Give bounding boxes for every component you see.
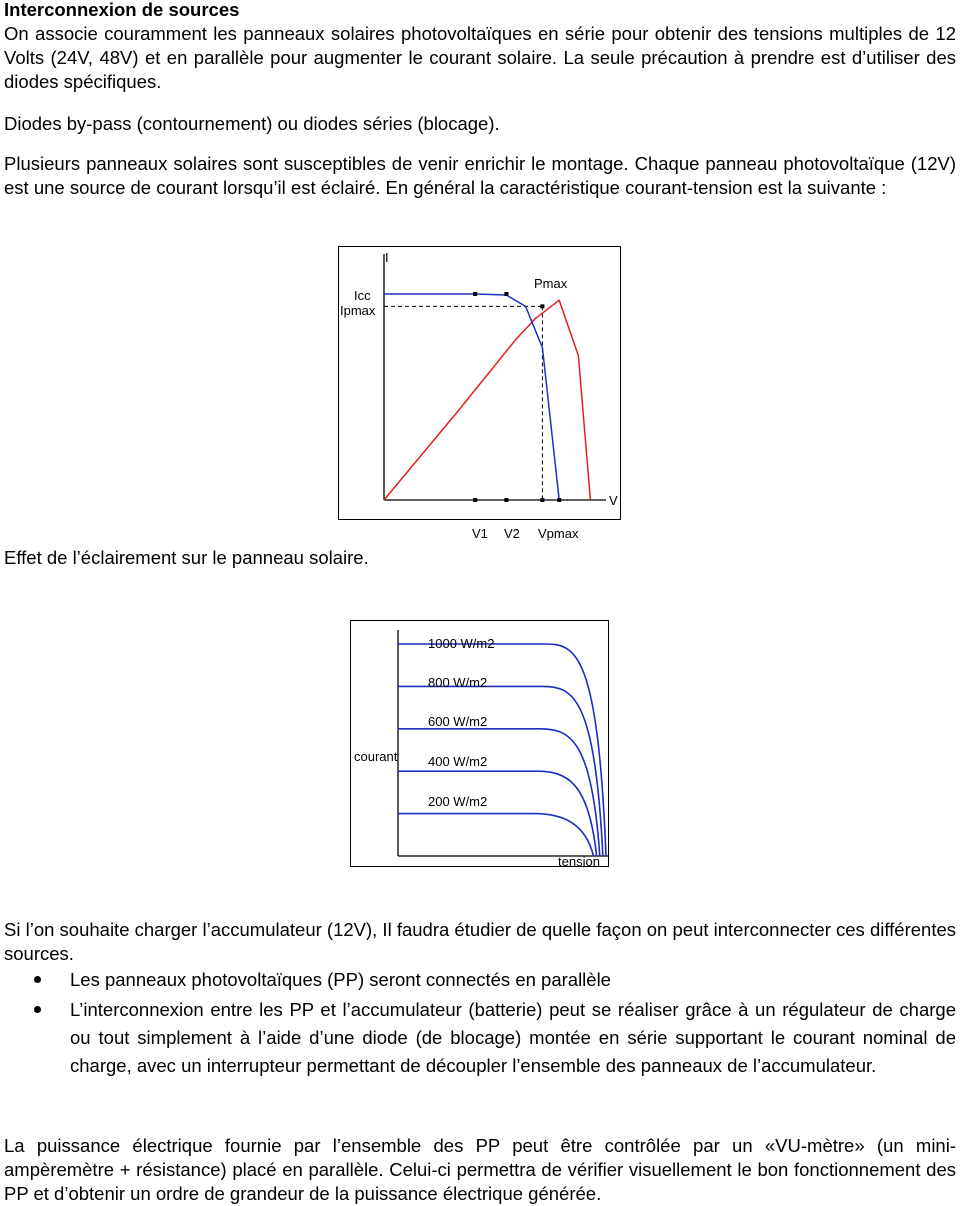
x-axis-label: V xyxy=(609,493,618,508)
charge-paragraph: Si l’on souhaite charger l’accumulateur (12V), Il faudra étudier de quelle façon on peut interconnecter ces différentes sources. xyxy=(4,919,956,964)
figure1-caption: Effet de l’éclairement sur le panneau solaire. xyxy=(4,547,369,568)
section-title: Interconnexion de sources xyxy=(4,0,240,20)
x-tick-marker xyxy=(504,498,508,502)
voc-marker xyxy=(557,498,561,502)
curve-marker xyxy=(473,292,477,296)
icc-tick-label: Icc xyxy=(354,288,371,303)
x-tick-marker xyxy=(540,498,544,502)
x-tick-marker xyxy=(473,498,477,502)
v2-tick-label: V2 xyxy=(504,526,520,541)
figure-frame xyxy=(339,247,621,520)
pmax-annotation: Pmax xyxy=(534,276,568,291)
curve-marker xyxy=(504,292,508,296)
irradiance-curves-figure xyxy=(350,620,612,870)
x-axis-label: tension xyxy=(558,854,600,869)
bullet-dot xyxy=(34,1006,41,1013)
series-label-1000: 1000 W/m2 xyxy=(428,636,495,651)
y-axis-label: courant xyxy=(354,749,398,764)
iv-characteristic-chart xyxy=(338,246,624,526)
series-label-800: 800 W/m2 xyxy=(428,675,488,690)
figure-frame xyxy=(351,621,609,867)
power-paragraph: La puissance électrique fournie par l’ensemble des PP peut être contrôlée par un «VU-mètre» (un mini-ampèremètre + résistance) placé en parallèle. Celui-ci permettra de vérifier visuellement le bon fonctionnement des PP et d’obtenir un ordre de grandeur de la puissance électrique générée. xyxy=(4,1135,956,1204)
irradiance-curves-chart xyxy=(350,620,612,870)
y-axis-label: I xyxy=(385,250,389,265)
series-label-200: 200 W/m2 xyxy=(428,794,488,809)
list-item xyxy=(4,966,956,994)
series-label-400: 400 W/m2 xyxy=(428,754,488,769)
v1-tick-label: V1 xyxy=(472,526,488,541)
intro-paragraph: On associe couramment les panneaux solaires photovoltaïques en série pour obtenir des tensions multiples de 12 Volts (24V, 48V) et en parallèle pour augmenter le courant solaire. La seule précaution à prendre est d’utiliser des diodes spécifiques. xyxy=(4,23,956,92)
ipmax-tick-label: Ipmax xyxy=(340,303,376,318)
diodes-paragraph: Diodes by-pass (contournement) ou diodes séries (blocage). xyxy=(4,113,500,134)
mpp-marker xyxy=(540,304,544,308)
bullet-list xyxy=(4,966,956,1080)
panels-paragraph: Plusieurs panneaux solaires sont susceptibles de venir enrichir le montage. Chaque panneau photovoltaïque (12V) est une source de courant lorsqu’il est éclairé. En général la caractéristique courant-tension est la suivante : xyxy=(4,153,956,198)
list-item-text: L’interconnexion entre les PP et l’accumulateur (batterie) peut se réaliser grâce à un régulateur de charge ou tout simplement à l’aide d’une diode (de blocage) montée en série supportant le courant nominal de charge, avec un interrupteur permettant de découpler l’ensemble des panneaux de l’accumulateur. xyxy=(70,999,956,1076)
series-label-600: 600 W/m2 xyxy=(428,714,488,729)
bullet-dot xyxy=(34,976,41,983)
iv-characteristic-figure xyxy=(338,246,624,552)
vpmax-tick-label: Vpmax xyxy=(538,526,579,541)
list-item-text: Les panneaux photovoltaïques (PP) seront connectés en parallèle xyxy=(70,969,611,990)
list-item xyxy=(4,996,956,1080)
